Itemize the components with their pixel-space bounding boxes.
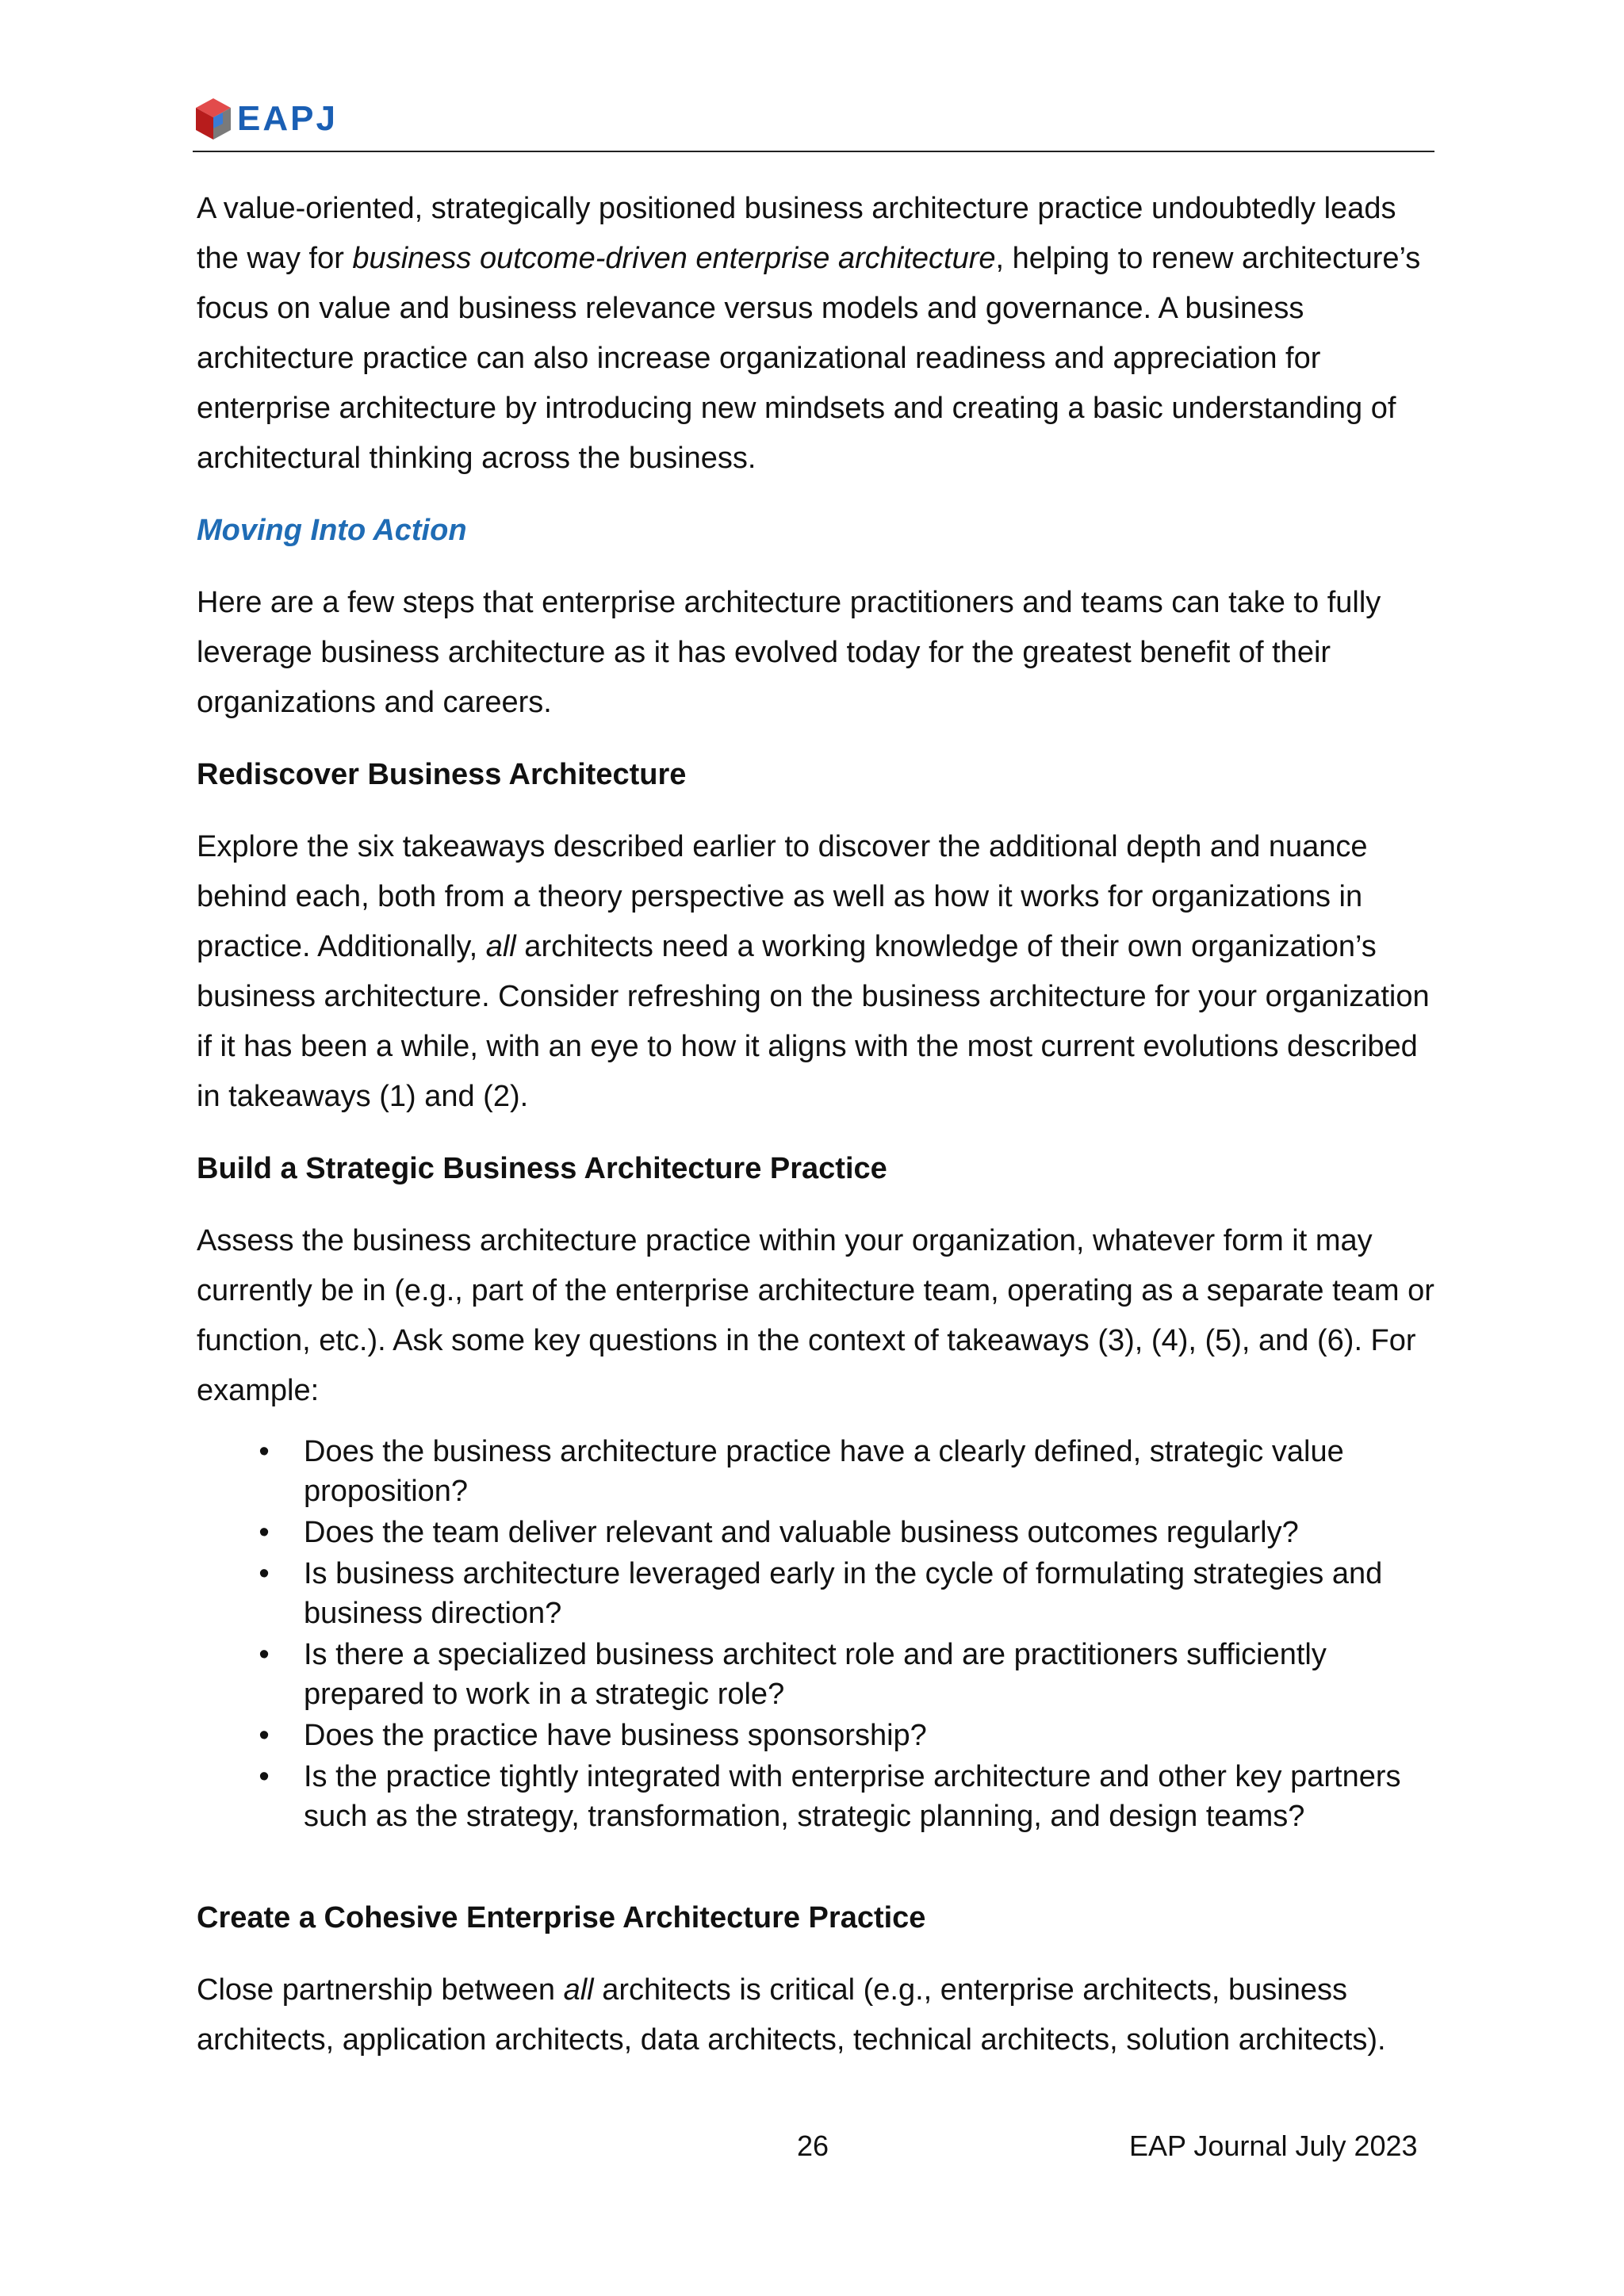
list-item: • Is business architecture leveraged early in the cycle of formulating strategies and business direction?: [304, 1554, 1442, 1633]
heading-rediscover: Rediscover Business Architecture: [197, 758, 687, 791]
list-item: • Does the practice have business sponsorship?: [304, 1716, 1442, 1755]
logo-text: EAPJ: [237, 99, 338, 138]
bullet-icon: •: [259, 1638, 270, 1671]
list-item: • Does the business architecture practice have a clearly defined, strategic value proposition?: [304, 1432, 1442, 1511]
bullet-icon: •: [259, 1760, 270, 1793]
page-header: [193, 89, 1434, 152]
list-item: • Is there a specialized business architect role and are practitioners sufficiently prepared to work in a strategic role?: [304, 1635, 1442, 1714]
bullet-icon: •: [259, 1557, 270, 1590]
paragraph-steps: Here are a few steps that enterprise architecture practitioners and teams can take to fully leverage business architecture as it has evolved today for the greatest benefit of their organizations and careers.: [197, 586, 1381, 719]
bullet-icon: •: [259, 1719, 270, 1752]
paragraph-close-partnership: Close partnership between all architects is critical (e.g., enterprise architects, business architects, application architects, data architects, technical architects, solution architects).: [197, 1973, 1386, 2057]
eapj-logo: [193, 95, 338, 143]
list-item: • Is the practice tightly integrated with enterprise architecture and other key partners such as the strategy, transformation, strategic planning, and design teams?: [304, 1757, 1442, 1836]
journal-issue: EAP Journal July 2023: [1129, 2130, 1418, 2162]
page-number: 26: [797, 2130, 829, 2162]
paragraph-explore: Explore the six takeaways described earlier to discover the additional depth and nuance behind each, both from a theory perspective as well as how it works for organizations in practice. Additionally, all architects need a working knowledge of their own organization’s business architecture. Consider refreshing on the business architecture for your organization if it has been a while, with an eye to how it aligns with the most current evolutions described in takeaways (1) and (2).: [197, 830, 1430, 1113]
article-body: [197, 184, 1442, 2065]
paragraph-value-oriented: A value-oriented, strategically positioned business architecture practice undoubtedly leads the way for business outcome-driven enterprise architecture, helping to renew architecture’s focus on value and business relevance versus models and governance. A business architecture practice can also increase organizational readiness and appreciation for enterprise architecture by introducing new mindsets and creating a basic understanding of architectural thinking across the business.: [197, 192, 1421, 475]
cube-logo-icon: [193, 95, 234, 143]
heading-moving-into-action: Moving Into Action: [197, 514, 467, 547]
paragraph-assess: Assess the business architecture practice within your organization, whatever form it may currently be in (e.g., part of the enterprise architecture team, operating as a separate team or function, etc.). Ask some key questions in the context of takeaways (3), (4), (5), and (6). For example:: [197, 1224, 1434, 1407]
list-item: • Does the team deliver relevant and valuable business outcomes regularly?: [304, 1513, 1442, 1552]
bullet-icon: •: [259, 1516, 270, 1549]
heading-create: Create a Cohesive Enterprise Architecture Practice: [197, 1901, 926, 1934]
heading-build: Build a Strategic Business Architecture Practice: [197, 1152, 887, 1185]
bullet-icon: •: [259, 1435, 270, 1468]
question-list: [197, 1432, 1442, 1836]
